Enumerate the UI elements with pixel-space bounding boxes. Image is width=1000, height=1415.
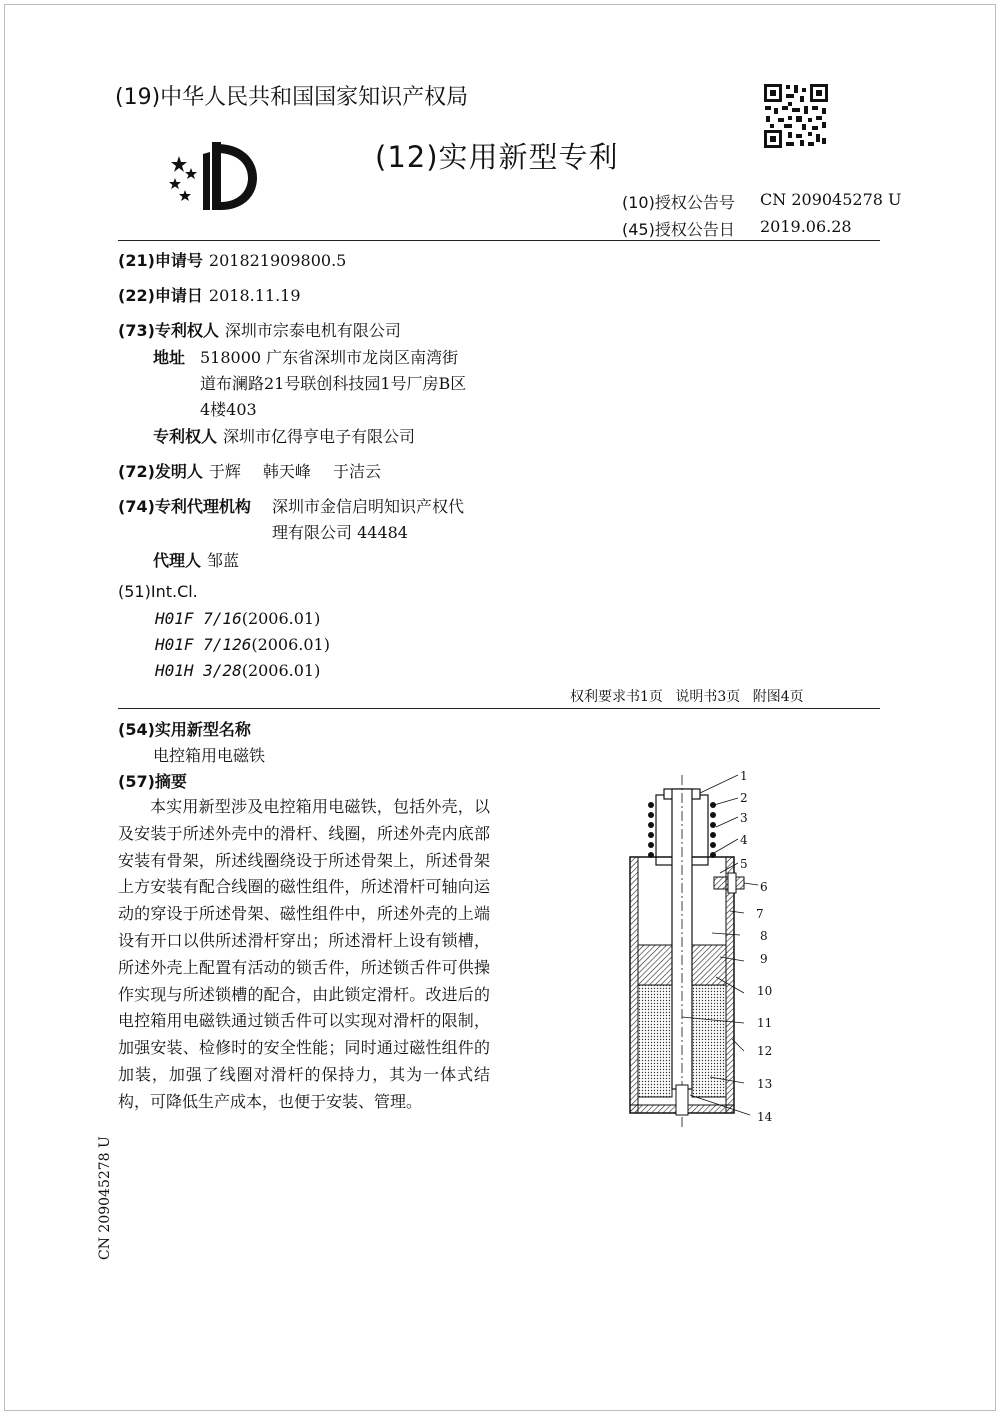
abstract-text: 本实用新型涉及电控箱用电磁铁，包括外壳，以及安装于所述外壳中的滑杆、线圈，所述外壳内底部安装有骨架，所述线圈绕设于所述骨架上，所述骨架上方安装有配合线圈的磁性组件，所述滑杆可轴向运动的穿设于所述骨架、磁性组件中，所述外壳的上端设有开口以供所述滑杆穿出；所述滑杆上设有锁槽，所述外壳上配置有活动的锁舌件，所述锁舌件可供操作实现与所述锁槽的配合，由此锁定滑杆。改进后的电控箱用电磁铁通过锁舌件可以实现对滑杆的限制，加强安装、检修时的安全性能；同时通过磁性组件的加装，加强了线圈对滑杆的保持力，其为一体式结构，可降低生产成本，也便于安装、管理。 [118,797,490,1111]
pub-date: 2019.06.28 [760,217,852,236]
agency-line-1: 深圳市金信启明知识产权代 [272,497,465,516]
patentee2-row [153,424,415,447]
biblio-divider [118,708,880,709]
app-no-label: (21)申请号 [118,251,203,270]
address-line-2: 道布澜路21号联创科技园1号厂房B区 [200,374,467,393]
header-divider [118,240,880,241]
agent-row [153,548,239,571]
page-counts: 权利要求书1页 说明书3页 附图4页 [570,689,804,705]
pub-no: CN 209045278 U [760,190,902,209]
patentee-label: (73)专利权人 [118,321,219,340]
pub-date-label: (45)授权公告日 [622,220,735,239]
figure-label-6: 6 [760,880,768,894]
app-no: 201821909800.5 [208,251,347,270]
ipc-version: (2006.01) [241,609,321,628]
app-no-row [118,248,346,271]
patentee: 深圳市宗泰电机有限公司 [224,321,401,340]
side-pub-no [93,1130,117,1260]
figure-label-11: 11 [757,1016,773,1030]
side-pub-no-text: CN 209045278 U [97,1136,113,1260]
ipc-code: H01F 7/16 [155,609,242,628]
figure-label-14: 14 [757,1110,773,1124]
patentee-row [118,318,401,341]
abstract-label: (57)摘要 [118,772,187,791]
intcl-label: (51)Int.Cl. [118,582,198,601]
app-date-row [118,283,301,306]
inventor-row [118,459,381,482]
electromagnet-figure [620,765,800,1135]
ipc-code: H01F 7/126 [155,635,252,654]
figure-label-2: 2 [740,791,748,805]
ipc-row [155,609,320,628]
patentee2-label: 专利权人 [153,427,218,446]
ipc-version: (2006.01) [241,661,321,680]
figure-label-13: 13 [757,1077,773,1091]
figure-label-10: 10 [757,984,773,998]
pub-no-label: (10)授权公告号 [622,193,735,212]
figure-label-3: 3 [740,811,748,825]
ipc-version: (2006.01) [251,635,330,654]
agent: 邹蓝 [207,551,240,570]
address-line-1: 518000 广东省深圳市龙岗区南湾街 [200,348,459,367]
figure-label-5: 5 [740,857,748,871]
figure-label-12: 12 [757,1044,773,1058]
app-date: 2018.11.19 [208,286,301,305]
ipc-row [155,661,320,680]
address-label: 地址 [153,348,186,367]
issuing-office: (19)中华人民共和国国家知识产权局 [115,85,469,110]
agent-label: 代理人 [153,551,202,570]
inventor-1: 于辉 [208,462,241,481]
cnipa-logo [165,138,260,213]
patentee2: 深圳市亿得亨电子有限公司 [223,427,416,446]
agency-label: (74)专利代理机构 [118,497,251,516]
figure-label-8: 8 [760,929,768,943]
figure-label-7: 7 [756,907,764,921]
agency-line-2: 理有限公司 44484 [272,523,408,542]
title-label: (54)实用新型名称 [118,720,251,739]
qr-code-icon [762,82,830,150]
inventor-2: 韩天峰 [262,462,311,481]
patent-type: (12)实用新型专利 [375,140,619,174]
figure-label-4: 4 [740,833,748,847]
figure-label-9: 9 [760,952,768,966]
ipc-code: H01H 3/28 [155,661,242,680]
app-date-label: (22)申请日 [118,286,203,305]
utility-model-title: 电控箱用电磁铁 [153,746,266,765]
ipc-row [155,635,330,654]
figure-label-1: 1 [740,769,748,783]
address-line-3: 4楼403 [200,400,257,419]
inventor-3: 于洁云 [332,462,381,481]
inventor-label: (72)发明人 [118,462,203,481]
